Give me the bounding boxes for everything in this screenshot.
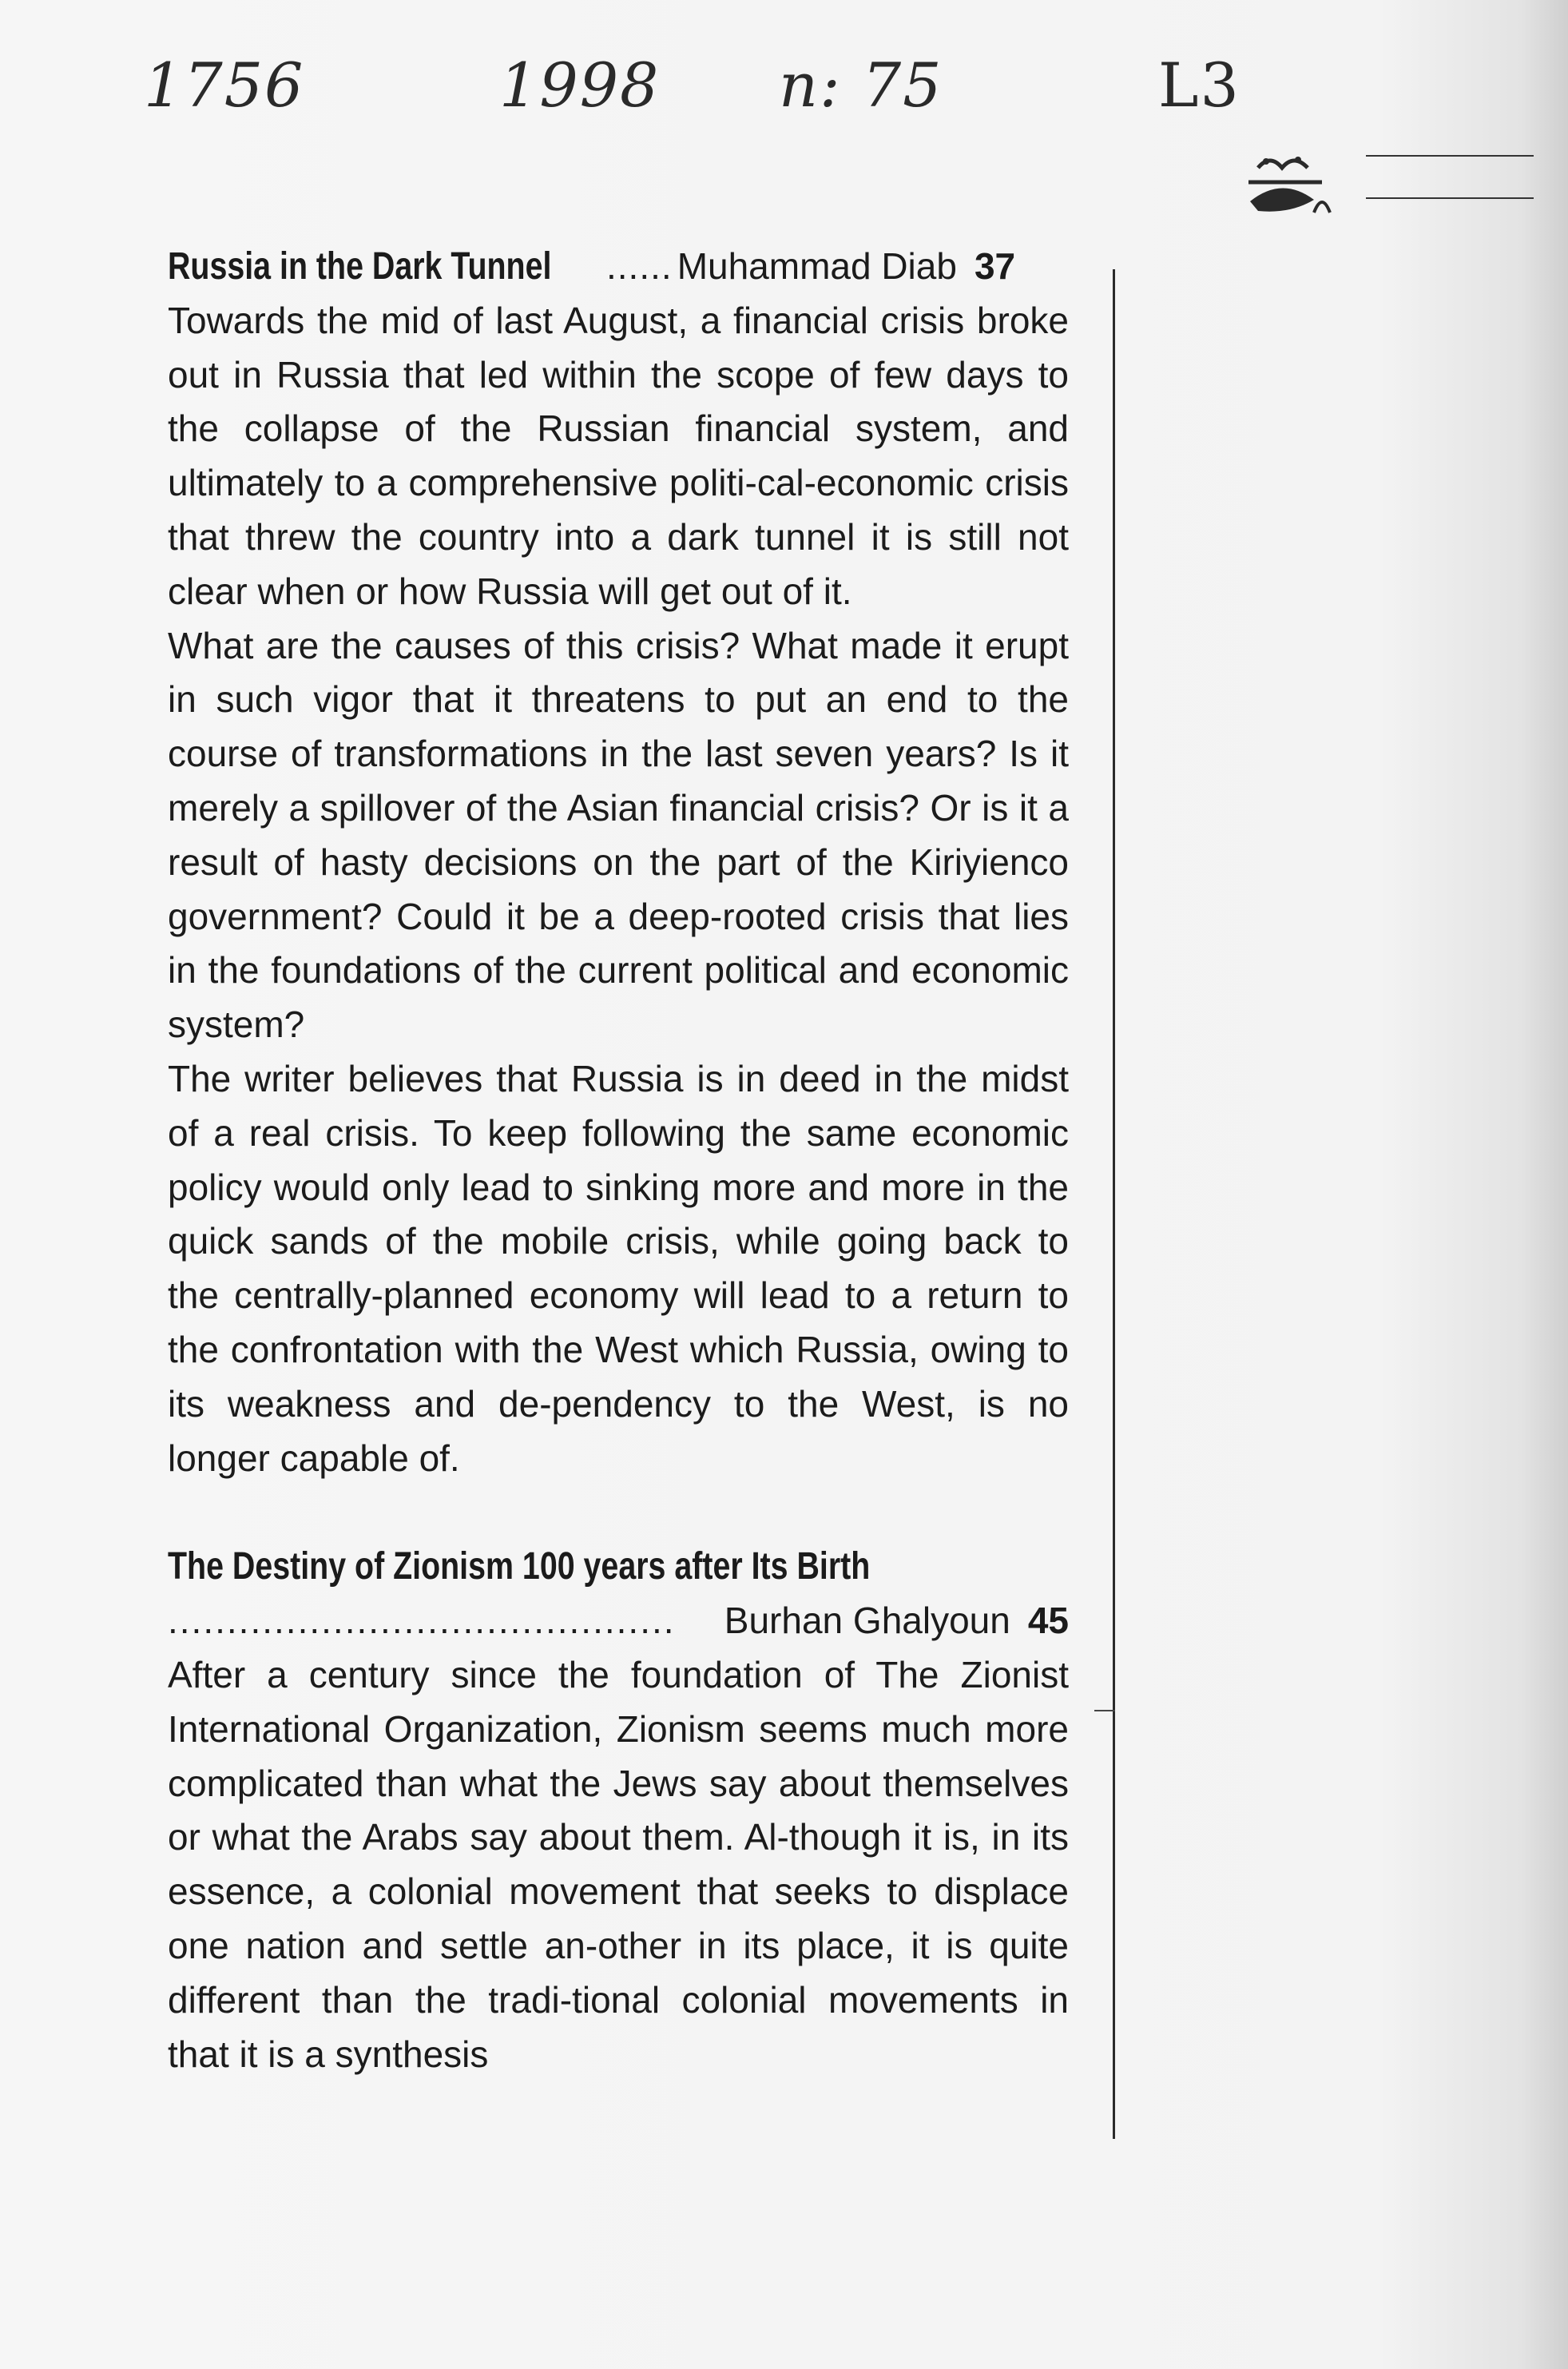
article-paragraph: After a century since the foundation of The Zionist International Organization, Zionism seems much more complicated than what the Jews say about themselves or what the Arabs say about them. Al-though it is, in its essence, a colonial movement that seeks to displace one nation and settle an-other in its place, it is quite different than the tradi-tional colonial movements in that it is a synthesis [168,1653,1069,2075]
article-title: The Destiny of Zionism 100 years after Its Birth [168,1545,871,1588]
article-paragraph: Towards the mid of last August, a financial crisis broke out in Russia that led within the scope of few days to the collapse of the Russian financial system, and ultimately to a comprehensive politi-cal-economic crisis that threw the country into a dark tunnel it is still not clear when or how Russia will get out of it. [168,299,1069,612]
article-author: Burhan Ghalyoun [724,1600,1010,1642]
article-title: Russia in the Dark Tunnel [168,245,552,288]
handwritten-issue: n: 75 [779,50,943,121]
article-heading [168,1540,1069,1594]
article-page-number: 37 [974,245,1016,287]
handwritten-archive-number: 1756 [144,50,305,121]
journal-logo [1234,144,1538,224]
journal-logo-mark [1248,157,1330,213]
article-page-number: 45 [1027,1600,1069,1642]
article-column [168,240,1069,2081]
article-byline [168,1594,1069,1648]
article-paragraph: The writer believes that Russia is in deed in the midst of a real crisis. To keep following the same economic policy would only lead to sinking more and more in the quick sands of the mobile crisis, while going back to the centrally-planned economy will lead to a return to the confrontation with the West which Russia, owing to its weakness and de-pendency to the West, is no longer capable of. [168,1057,1069,1479]
dot-leader: ........................................... [168,1600,676,1642]
dot-leader: ...... [606,245,673,287]
handwritten-code: L3 [1158,50,1241,121]
article-paragraph: What are the causes of this crisis? What made it erupt in such vigor that it threatens to put an end to the course of transformations in the last seven years? Is it merely a spillover of the Asian financial crisis? Or is it a result of hasty decisions on the part of the Kiriyienco government? Could it be a deep-rooted crisis that lies in the foundations of the current political and economic system? [168,624,1069,1046]
article-heading [168,240,1069,294]
handwritten-year: 1998 [499,50,661,121]
article-author: Muhammad Diab [677,245,957,287]
column-rule-tick [1094,1710,1115,1711]
column-rule [1113,269,1115,2139]
